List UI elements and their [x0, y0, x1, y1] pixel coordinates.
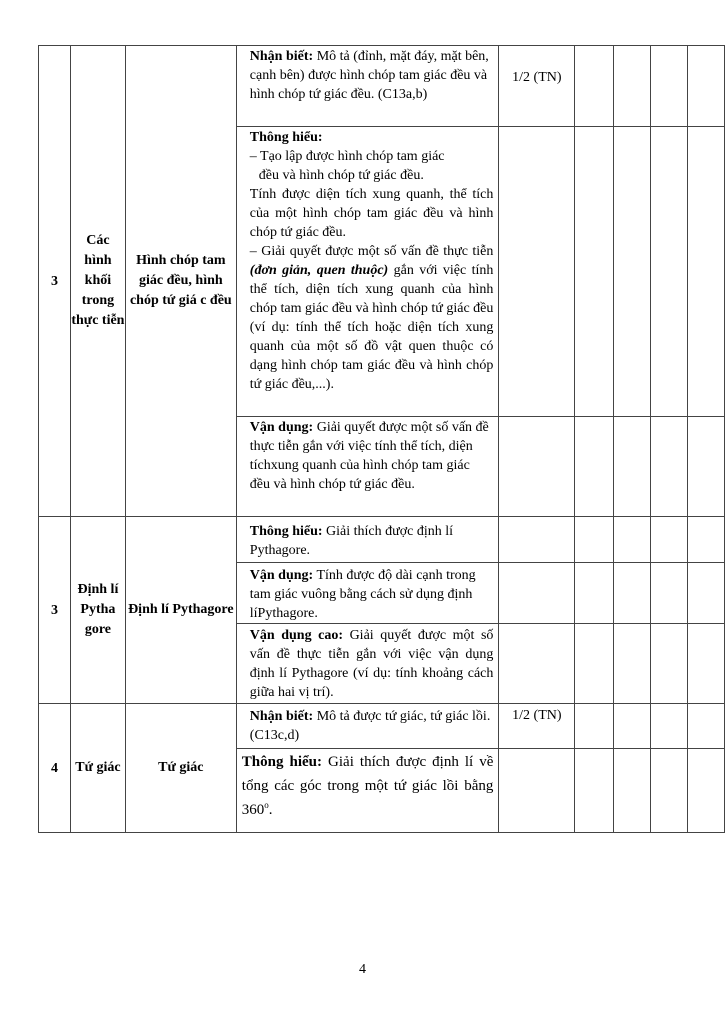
score-cell	[499, 563, 575, 624]
score-cell	[499, 127, 575, 417]
score-cell	[499, 417, 575, 517]
requirement-cell	[236, 563, 499, 624]
score-cell	[499, 749, 575, 833]
requirement-cell	[236, 749, 499, 833]
level-label: Thông hiểu:	[241, 754, 323, 770]
content-cell: Hình chóp tam giác đều, hình chóp tứ giá c đều	[125, 46, 236, 517]
requirement-text: Giải quyết được một số vấn đề thực tiễn gắn với việc tính thể tích, diện tíchxung quanh của hình chóp tam giác đều và hình chóp tứ giác đều.	[249, 420, 489, 492]
requirement-cell	[236, 127, 499, 417]
topic-cell: Tứ giác	[70, 704, 125, 833]
row-number: 3	[39, 46, 71, 517]
score-cell	[499, 624, 575, 704]
requirement-text: – Giải quyết được một số vấn đề thực tiễn	[249, 244, 494, 259]
matrix-table	[38, 45, 725, 833]
level-label: Vận dụng:	[249, 420, 314, 435]
score-cell: 1/2 (TN)	[499, 46, 575, 127]
requirement-cell	[236, 517, 499, 563]
requirement-line: đều và hình chóp tứ giác đều.	[258, 168, 424, 183]
level-label: Nhận biết:	[249, 49, 314, 64]
level-label: Thông hiểu:	[249, 524, 323, 539]
requirement-text: gắn với việc tính thể tích, diện tích xung quanh của hình chóp tam giác đều và hình chóp tứ giác đều (ví dụ: tính thể tích hoặc diện tích xung quanh của một số đồ vật quen thuộc có dạng hình chóp tam giác đều và hình chóp tứ giác đều,...).	[249, 263, 494, 392]
topic-cell: Định lí Pytha gore	[70, 517, 125, 704]
degree-sup: o	[264, 800, 269, 810]
requirement-cell	[236, 417, 499, 517]
level-label: Vận dụng:	[249, 568, 314, 583]
emphasis-text: (đơn giản, quen thuộc)	[249, 263, 389, 278]
table-row	[39, 704, 725, 749]
topic-cell: Các hình khối trong thực tiễn	[70, 46, 125, 517]
requirement-cell	[236, 704, 499, 749]
requirement-cell	[236, 46, 499, 127]
score-cell	[499, 517, 575, 563]
requirement-text: Tính được diện tích xung quanh, thể tích của một hình chóp tam giác đều và hình chóp tứ giác đều.	[249, 187, 494, 240]
row-number: 3	[39, 517, 71, 704]
content-cell: Tứ giác	[125, 704, 236, 833]
page-number: 4	[359, 962, 366, 977]
level-label: Thông hiểu:	[249, 130, 323, 145]
level-label: Nhận biết:	[249, 709, 314, 724]
requirement-line: – Tạo lập được hình chóp tam giác	[249, 149, 445, 164]
requirement-cell	[236, 624, 499, 704]
requirement-tail: .	[268, 802, 273, 818]
row-number: 4	[39, 704, 71, 833]
level-label: Vận dụng cao:	[249, 628, 344, 643]
score-cell: 1/2 (TN)	[499, 704, 575, 749]
table-row	[39, 46, 725, 127]
requirement-text: Giải thích được định lí Pythagore.	[249, 524, 454, 558]
requirement-text: Tính được độ dài cạnh trong tam giác vuông bằng cách sử dụng định líPythagore.	[249, 568, 476, 621]
requirement-text: Giải quyết được một số vấn đề thực tiễn gắn với việc vận dụng định lí Pythagore (ví dụ: tính khoảng cách giữa hai vị trí).	[249, 628, 494, 700]
requirement-text: Mô tả được tứ giác, tứ giác lồi. (C13c,d)	[249, 709, 491, 743]
requirement-text: Mô tả (đỉnh, mặt đáy, mặt bên, cạnh bên) được hình chóp tam giác đều và hình chóp tứ giác đều. (C13a,b)	[249, 49, 489, 102]
content-cell: Định lí Pythagore	[125, 517, 236, 704]
table-row	[39, 517, 725, 563]
requirement-text: Giải thích được định lí về tổng các góc trong một tứ giác lồi bằng 360	[241, 754, 494, 818]
